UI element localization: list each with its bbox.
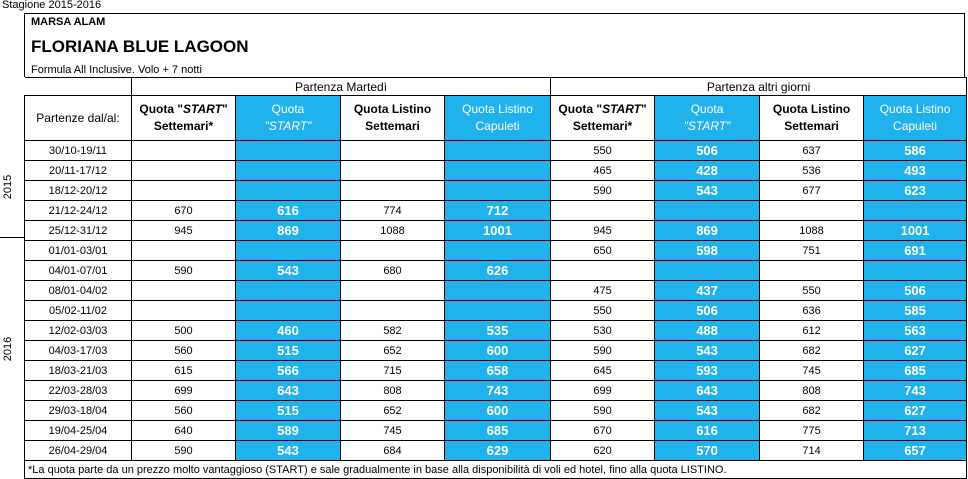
price-cell-highlight: 493 <box>864 161 967 181</box>
price-cell: 590 <box>132 441 236 461</box>
price-cell-highlight: 691 <box>864 241 967 261</box>
col-quota-start-settemari-t: Quota "START" Settemari* <box>132 96 236 141</box>
price-cell-highlight: 657 <box>864 441 967 461</box>
date-range-cell: 18/12-20/12 <box>25 181 132 201</box>
price-cell-highlight: 515 <box>236 341 341 361</box>
price-cell-highlight: 623 <box>864 181 967 201</box>
price-cell: 1088 <box>760 221 864 241</box>
price-cell: 670 <box>132 201 236 221</box>
price-cell-highlight <box>864 261 967 281</box>
price-cell: 745 <box>341 421 445 441</box>
col-listino-capuleti-o: Quota Listino Capuleti <box>864 96 967 141</box>
price-cell: 620 <box>551 441 655 461</box>
price-cell-highlight: 616 <box>655 421 760 441</box>
price-cell: 550 <box>551 301 655 321</box>
price-cell <box>132 241 236 261</box>
price-cell: 774 <box>341 201 445 221</box>
price-cell-highlight: 643 <box>655 381 760 401</box>
price-cell <box>341 161 445 181</box>
price-cell-highlight <box>864 201 967 221</box>
price-cell-highlight: 743 <box>864 381 967 401</box>
price-cell-highlight: 627 <box>864 341 967 361</box>
table-row <box>25 241 967 261</box>
price-cell-highlight: 685 <box>864 361 967 381</box>
price-cell-highlight <box>236 241 341 261</box>
price-cell: 699 <box>551 381 655 401</box>
price-cell-highlight <box>445 141 551 161</box>
price-cell-highlight: 616 <box>236 201 341 221</box>
price-cell: 560 <box>132 341 236 361</box>
price-cell: 645 <box>551 361 655 381</box>
date-range-cell: 08/01-04/02 <box>25 281 132 301</box>
price-cell-highlight: 543 <box>236 441 341 461</box>
date-range-cell: 29/03-18/04 <box>25 401 132 421</box>
price-cell-highlight: 713 <box>864 421 967 441</box>
price-cell <box>341 301 445 321</box>
table-row <box>25 361 967 381</box>
price-sheet <box>24 13 966 478</box>
price-cell: 751 <box>760 241 864 261</box>
date-range-cell: 20/11-17/12 <box>25 161 132 181</box>
price-cell <box>341 181 445 201</box>
col-quota-start-settemari-o: Quota "START" Settemari* <box>551 96 655 141</box>
price-cell-highlight: 743 <box>445 381 551 401</box>
price-cell-highlight <box>236 141 341 161</box>
price-cell-highlight <box>445 181 551 201</box>
price-cell: 590 <box>551 341 655 361</box>
table-row <box>25 201 967 221</box>
price-cell: 682 <box>760 401 864 421</box>
price-cell: 808 <box>760 381 864 401</box>
table-row <box>25 381 967 401</box>
price-cell-highlight: 685 <box>445 421 551 441</box>
price-cell-highlight: 543 <box>655 181 760 201</box>
price-cell-highlight: 585 <box>864 301 967 321</box>
price-cell: 650 <box>551 241 655 261</box>
price-cell-highlight: 1001 <box>864 221 967 241</box>
price-cell-highlight: 1001 <box>445 221 551 241</box>
price-cell <box>760 261 864 281</box>
price-cell: 590 <box>132 261 236 281</box>
col-quota-start-t: Quota "START" <box>236 96 341 141</box>
price-cell-highlight: 593 <box>655 361 760 381</box>
table-row <box>25 341 967 361</box>
date-range-cell: 22/03-28/03 <box>25 381 132 401</box>
year-label-2016: 2016 <box>2 336 15 362</box>
table-row <box>25 441 967 461</box>
price-cell-highlight: 437 <box>655 281 760 301</box>
date-range-cell: 25/12-31/12 <box>25 221 132 241</box>
column-header-row <box>25 96 967 141</box>
formula-text: Formula All Inclusive. Volo + 7 notti <box>31 64 202 76</box>
price-cell-highlight: 629 <box>445 441 551 461</box>
price-cell-highlight <box>445 241 551 261</box>
group-other-days: Partenza altri giorni <box>551 78 967 96</box>
date-range-cell: 18/03-21/03 <box>25 361 132 381</box>
price-cell-highlight: 428 <box>655 161 760 181</box>
price-cell: 465 <box>551 161 655 181</box>
price-cell: 637 <box>760 141 864 161</box>
price-cell <box>132 141 236 161</box>
price-cell-highlight: 488 <box>655 321 760 341</box>
price-cell: 808 <box>341 381 445 401</box>
price-cell: 677 <box>760 181 864 201</box>
col-listino-settemari-o: Quota Listino Settemari <box>760 96 864 141</box>
price-cell-highlight: 566 <box>236 361 341 381</box>
price-cell-highlight: 627 <box>864 401 967 421</box>
price-cell-highlight <box>655 261 760 281</box>
price-cell: 652 <box>341 341 445 361</box>
price-cell: 714 <box>760 441 864 461</box>
price-cell-highlight: 600 <box>445 341 551 361</box>
date-range-cell: 04/03-17/03 <box>25 341 132 361</box>
price-cell-highlight <box>236 281 341 301</box>
destination-title: MARSA ALAM <box>31 16 106 28</box>
col-listino-capuleti-t: Quota Listino Capuleti <box>445 96 551 141</box>
price-cell: 536 <box>760 161 864 181</box>
price-cell: 680 <box>341 261 445 281</box>
date-range-cell: 05/02-11/02 <box>25 301 132 321</box>
price-cell: 550 <box>551 141 655 161</box>
price-cell <box>132 161 236 181</box>
table-row <box>25 161 967 181</box>
price-cell-highlight <box>236 181 341 201</box>
date-range-cell: 12/02-03/03 <box>25 321 132 341</box>
price-cell: 699 <box>132 381 236 401</box>
date-range-cell: 30/10-19/11 <box>25 141 132 161</box>
price-cell-highlight: 626 <box>445 261 551 281</box>
price-cell-highlight: 543 <box>655 341 760 361</box>
price-cell-highlight: 543 <box>236 261 341 281</box>
price-cell: 745 <box>760 361 864 381</box>
price-cell: 715 <box>341 361 445 381</box>
price-cell-highlight: 600 <box>445 401 551 421</box>
table-row <box>25 321 967 341</box>
table-row <box>25 421 967 441</box>
price-cell <box>341 241 445 261</box>
price-cell: 945 <box>551 221 655 241</box>
price-cell <box>341 281 445 301</box>
price-cell: 945 <box>132 221 236 241</box>
price-cell-highlight <box>655 201 760 221</box>
price-cell: 560 <box>132 401 236 421</box>
price-cell-highlight <box>445 281 551 301</box>
price-cell-highlight: 570 <box>655 441 760 461</box>
price-cell: 682 <box>760 341 864 361</box>
table-row <box>25 281 967 301</box>
price-cell-highlight: 869 <box>236 221 341 241</box>
col-dates: Partenze dal/al: <box>25 96 132 141</box>
price-table <box>24 77 967 479</box>
price-cell-highlight: 506 <box>864 281 967 301</box>
price-cell: 590 <box>551 401 655 421</box>
footnote-row <box>25 461 967 479</box>
price-cell-highlight <box>445 301 551 321</box>
price-cell: 636 <box>760 301 864 321</box>
price-cell: 582 <box>341 321 445 341</box>
table-row <box>25 181 967 201</box>
price-cell: 550 <box>760 281 864 301</box>
group-tuesday: Partenza Martedì <box>132 78 551 96</box>
table-row <box>25 141 967 161</box>
hotel-title: FLORIANA BLUE LAGOON <box>31 37 249 56</box>
price-cell: 590 <box>551 181 655 201</box>
date-range-cell: 04/01-07/01 <box>25 261 132 281</box>
price-cell: 775 <box>760 421 864 441</box>
price-cell-highlight: 515 <box>236 401 341 421</box>
price-cell-highlight: 589 <box>236 421 341 441</box>
price-cell-highlight: 712 <box>445 201 551 221</box>
price-cell: 475 <box>551 281 655 301</box>
price-cell: 684 <box>341 441 445 461</box>
price-cell-highlight: 598 <box>655 241 760 261</box>
price-cell <box>760 201 864 221</box>
price-cell: 670 <box>551 421 655 441</box>
price-cell: 615 <box>132 361 236 381</box>
price-cell: 1088 <box>341 221 445 241</box>
col-listino-settemari-t: Quota Listino Settemari <box>341 96 445 141</box>
price-cell <box>551 201 655 221</box>
date-range-cell: 19/04-25/04 <box>25 421 132 441</box>
table-row <box>25 261 967 281</box>
year-divider <box>0 237 24 238</box>
price-cell-highlight: 460 <box>236 321 341 341</box>
group-header-row <box>25 78 967 96</box>
table-row <box>25 221 967 241</box>
season-label: Stagione 2015-2016 <box>2 0 102 11</box>
price-cell-highlight: 586 <box>864 141 967 161</box>
price-cell: 530 <box>551 321 655 341</box>
col-quota-start-o: Quota "START" <box>655 96 760 141</box>
price-cell-highlight: 658 <box>445 361 551 381</box>
price-cell <box>132 301 236 321</box>
price-cell: 652 <box>341 401 445 421</box>
price-cell <box>132 281 236 301</box>
date-range-cell: 21/12-24/12 <box>25 201 132 221</box>
footnote: *La quota parte da un prezzo molto vantaggioso (START) e sale gradualmente in base alla disponibilità di voli ed hotel, fino alla quota LISTINO. <box>25 461 967 479</box>
price-cell-highlight <box>445 161 551 181</box>
price-cell-highlight: 506 <box>655 141 760 161</box>
table-row <box>25 301 967 321</box>
year-label-2015: 2015 <box>2 174 15 200</box>
price-cell <box>551 261 655 281</box>
price-cell: 500 <box>132 321 236 341</box>
price-cell: 612 <box>760 321 864 341</box>
price-cell <box>132 181 236 201</box>
corner-cell <box>25 78 132 96</box>
date-range-cell: 26/04-29/04 <box>25 441 132 461</box>
price-cell-highlight: 869 <box>655 221 760 241</box>
price-cell-highlight <box>236 301 341 321</box>
price-cell-highlight: 643 <box>236 381 341 401</box>
price-cell-highlight: 543 <box>655 401 760 421</box>
price-cell-highlight: 563 <box>864 321 967 341</box>
sheet-header <box>24 13 965 77</box>
price-cell-highlight: 506 <box>655 301 760 321</box>
price-cell <box>341 141 445 161</box>
price-cell-highlight <box>236 161 341 181</box>
price-cell: 640 <box>132 421 236 441</box>
table-row <box>25 401 967 421</box>
date-range-cell: 01/01-03/01 <box>25 241 132 261</box>
price-cell-highlight: 535 <box>445 321 551 341</box>
